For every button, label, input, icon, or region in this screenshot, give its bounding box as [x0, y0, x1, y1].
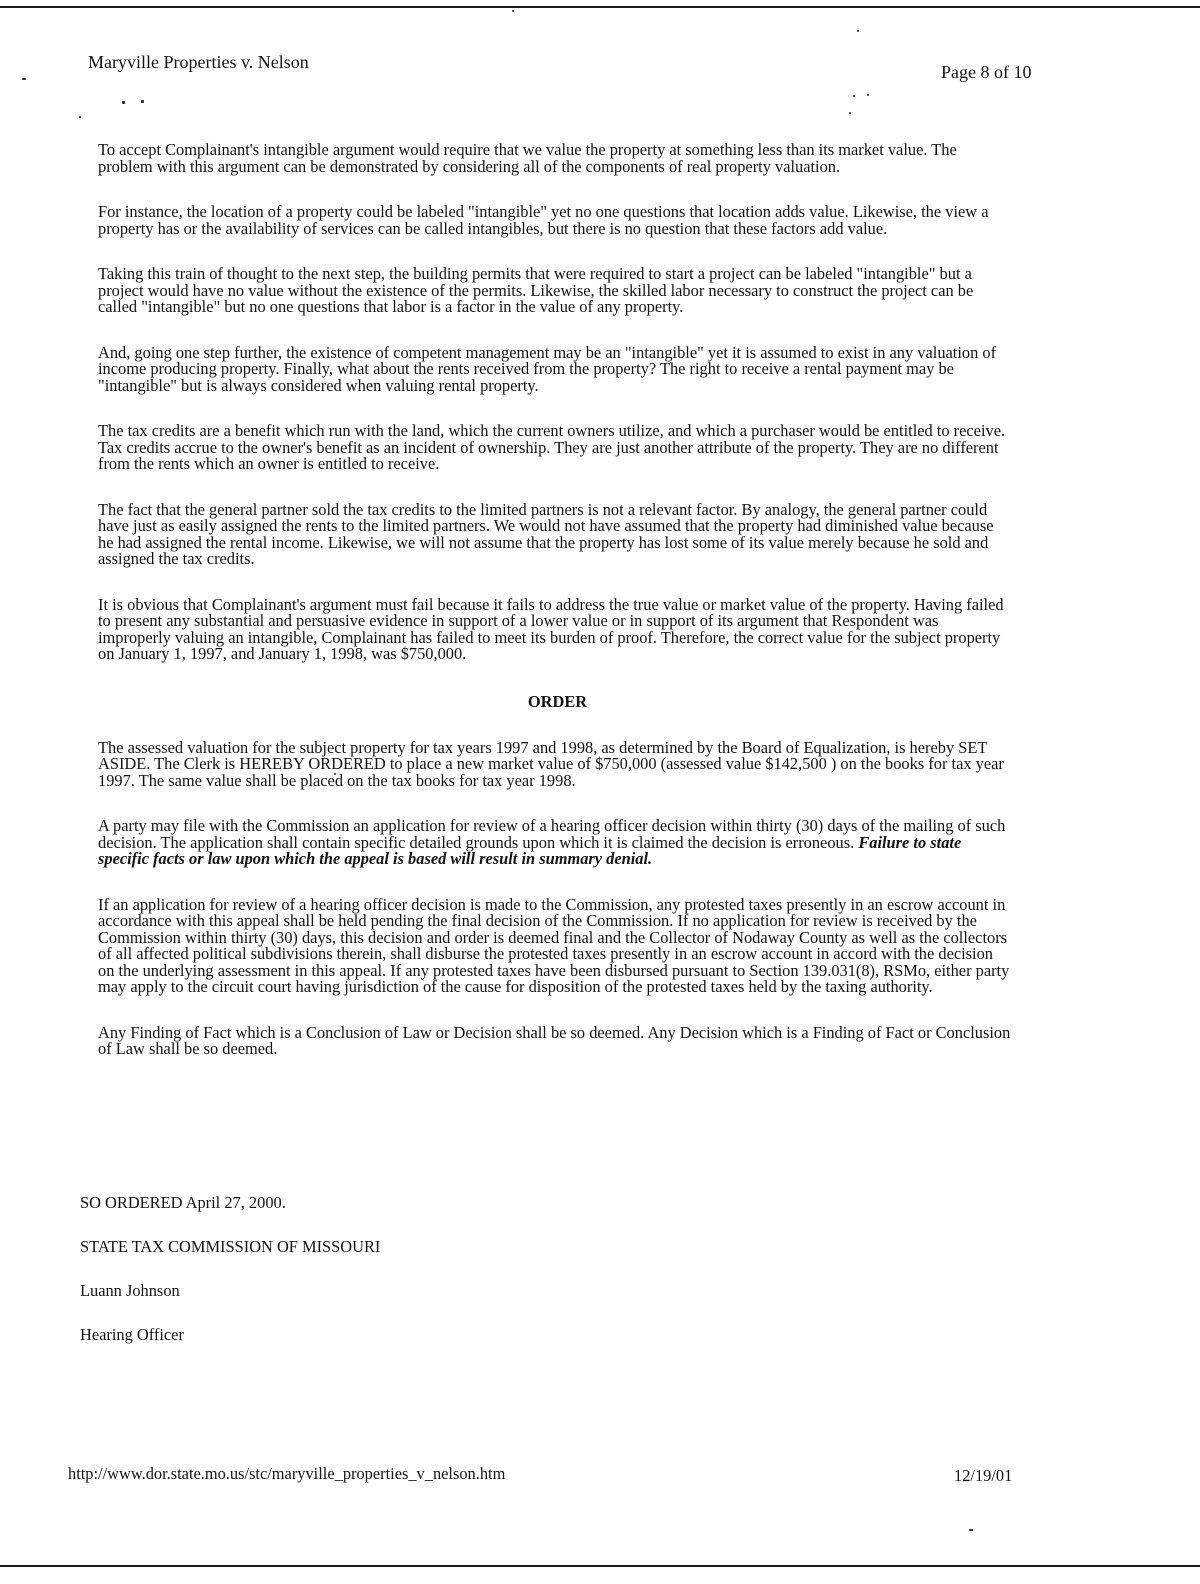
scan-speck: [22, 78, 26, 80]
scan-speck: [853, 95, 855, 97]
review-application-text: A party may file with the Commission an application for review of a hearing officer decision within thirty (30) days of the mailing of such decision. The application shall contain specific detailed grounds upon which it is claimed the decision is erroneous.: [98, 816, 1006, 852]
body-paragraph: The tax credits are a benefit which run with the land, which the current owners utilize, and which a purchaser would be entitled to receive. Tax credits accrue to the owner's benefit as an incident of ownership. They are just another attribute of the property. They are no different from the rents which an owner is entitled to receive.: [98, 421, 1006, 473]
bottom-rule: [0, 1565, 1200, 1567]
scan-speck: [969, 1529, 973, 1531]
summary-denial-warning: Failure to state specific facts or law upon which the appeal is based will result in summary denial.: [98, 832, 962, 868]
source-url: http://www.dor.state.mo.us/stc/maryville_properties_v_nelson.htm: [68, 1464, 506, 1483]
body-paragraph: The fact that the general partner sold the tax credits to the limited partners is not a relevant factor. By analogy, the general partner could have just as easily assigned the rents to the limited partners. We would not have assumed that the property had diminished value because he had assigned the rental income. Likewise, we will not assume that the property has lost some of its value merely because he sold and assigned the tax credits.: [98, 499, 994, 568]
print-date: 12/19/01: [954, 1466, 1013, 1485]
order-paragraph: If an application for review of a hearing officer decision is made to the Commission, any protested taxes presently in an escrow account in accordance with this appeal shall be held pending the final decision of the Commission. If no application for review is received by the Commission within thirty (30) days, this decision and order is deemed final and the Collector of Nodaway County as well as the collectors of all affected political subdivisions therein, shall disburse the protested taxes presently in an escrow account in accord with the decision on the underlying assessment in this appeal. If any protested taxes have been disbursed pursuant to Section 139.031(8), RSMo, either party may apply to the circuit court having jurisdiction of the cause for disposition of the protested taxes held by the taxing authority.: [98, 894, 1010, 996]
scan-speck: [141, 100, 144, 103]
document-body: [98, 142, 1013, 1087]
body-paragraph: It is obvious that Complainant's argument must fail because it fails to address the true value or market value of the property. Having failed to present any substantial and persuasive evidence in support of a lower value or in support of its argument that Respondent was improperly valuing an intangible, Complainant has failed to meet its burden of proof. Therefore, the correct value for the subject property on January 1, 1997, and January 1, 1998, was $750,000.: [98, 594, 1004, 663]
body-paragraph: Taking this train of thought to the next step, the building permits that were required to start a project can be labeled "intangible" but a project would have no value without the existence of the permits. Likewise, the skilled labor necessary to construct the project can be called "intangible" but no one questions that labor is a factor in the value of any property.: [98, 264, 974, 316]
scan-speck: [122, 101, 125, 104]
page-number: Page 8 of 10: [941, 62, 1032, 82]
top-rule: [0, 6, 1200, 8]
officer-name: Luann Johnson: [80, 1281, 180, 1300]
so-ordered-line: SO ORDERED April 27, 2000.: [80, 1193, 286, 1212]
order-heading: ORDER: [527, 691, 588, 711]
scan-speck: [857, 30, 859, 32]
scan-speck: [79, 116, 81, 118]
scan-speck: [849, 112, 851, 114]
case-title: Maryville Properties v. Nelson: [88, 52, 309, 72]
commission-name: STATE TAX COMMISSION OF MISSOURI: [80, 1237, 381, 1256]
order-paragraph: The assessed valuation for the subject property for tax years 1997 and 1998, as determined by the Board of Equalization, is hereby SET ASIDE. The Clerk is HEREBY ORDERED to place a new market value of $750,000 (assessed value $142,500 ) on the books for tax year 1997. The same value shall be placed on the tax books for tax year 1998.: [98, 737, 1004, 790]
order-paragraph: Any Finding of Fact which is a Conclusion of Law or Decision shall be so deemed. Any Decision which is a Finding of Fact or Conclusion of Law shall be so deemed.: [98, 1022, 1011, 1058]
body-paragraph: To accept Complainant's intangible argument would require that we value the property at something less than its market value. The problem with this argument can be demonstrated by considering all of the components of real property valuation.: [98, 140, 957, 176]
body-paragraph: For instance, the location of a property could be labeled "intangible" yet no one questions that location adds value. Likewise, the view a property has or the availability of services can be called intangibles, but there is no question that these factors add value.: [98, 202, 989, 238]
scan-speck: [867, 94, 869, 96]
scan-speck: [512, 10, 514, 12]
order-paragraph: [98, 818, 1013, 868]
body-paragraph: And, going one step further, the existence of competent management may be an "intangible" yet it is assumed to exist in any valuation of income producing property. Finally, what about the rents received from the property? The right to receive a rental payment may be "intangible" but is always considered when valuing rental property.: [98, 342, 997, 395]
officer-title: Hearing Officer: [80, 1325, 184, 1344]
